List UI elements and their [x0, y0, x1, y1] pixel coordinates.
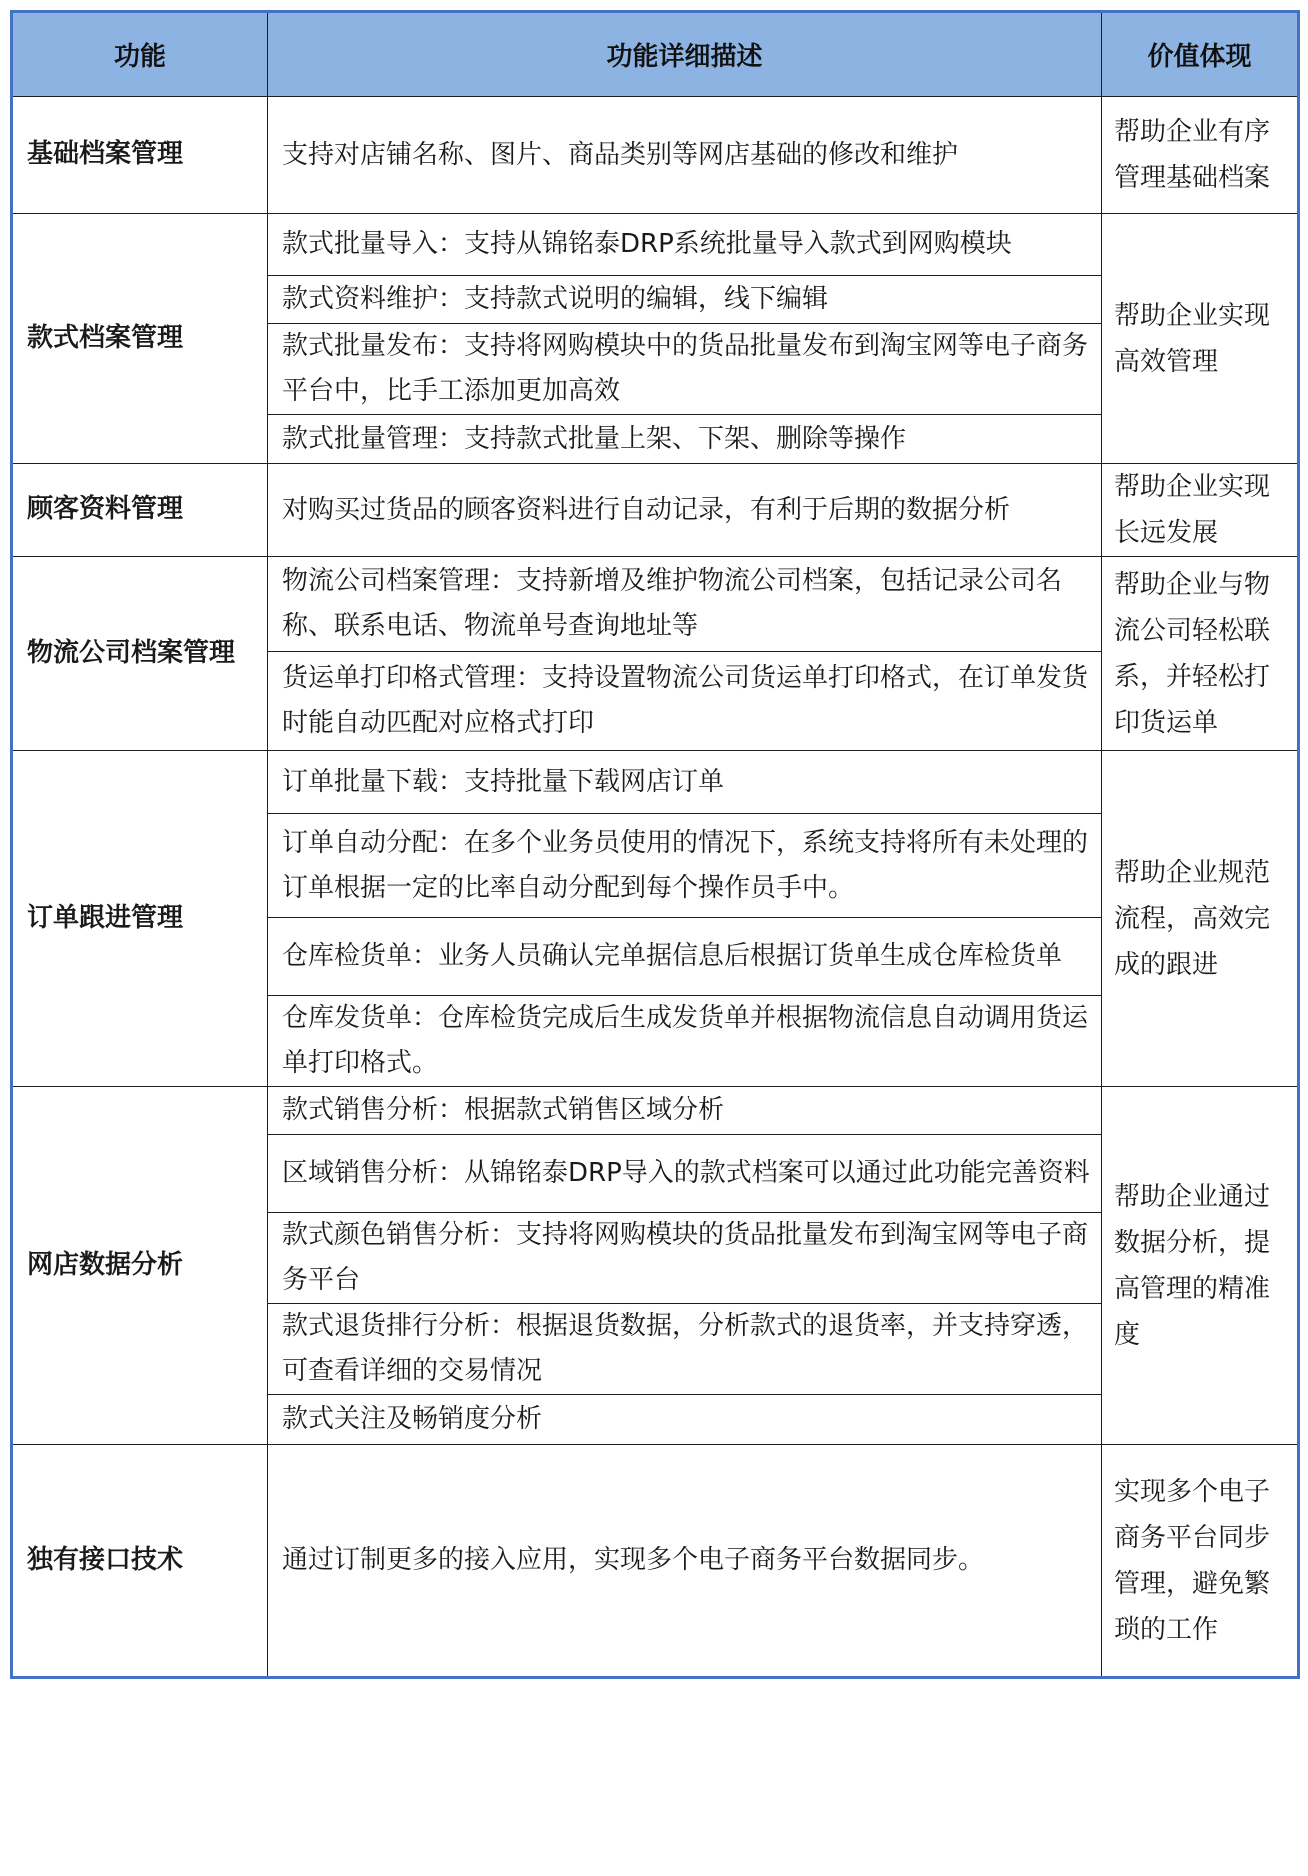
feature-detail: 货运单打印格式管理：支持设置物流公司货运单打印格式，在订单发货时能自动匹配对应格式打印	[268, 652, 1102, 751]
feature-detail: 款式批量发布：支持将网购模块中的货品批量发布到淘宝网等电子商务平台中，比手工添加更加高效	[268, 324, 1102, 415]
feature-value: 帮助企业有序管理基础档案	[1102, 97, 1299, 214]
feature-value: 帮助企业实现高效管理	[1102, 214, 1299, 464]
feature-name: 网店数据分析	[12, 1087, 268, 1445]
feature-detail: 款式销售分析：根据款式销售区域分析	[268, 1087, 1102, 1135]
feature-detail: 仓库发货单：仓库检货完成后生成发货单并根据物流信息自动调用货运单打印格式。	[268, 996, 1102, 1087]
feature-table-wrapper	[10, 10, 1300, 1679]
feature-name: 物流公司档案管理	[12, 557, 268, 751]
feature-detail: 支持对店铺名称、图片、商品类别等网店基础的修改和维护	[268, 97, 1102, 214]
feature-value: 帮助企业与物流公司轻松联系，并轻松打印货运单	[1102, 557, 1299, 751]
feature-detail: 订单自动分配：在多个业务员使用的情况下，系统支持将所有未处理的订单根据一定的比率自动分配到每个操作员手中。	[268, 814, 1102, 918]
table-row	[12, 214, 1299, 276]
feature-name: 顾客资料管理	[12, 464, 268, 557]
feature-name: 款式档案管理	[12, 214, 268, 464]
feature-detail: 通过订制更多的接入应用，实现多个电子商务平台数据同步。	[268, 1445, 1102, 1678]
column-header-feature: 功能	[12, 12, 268, 97]
table-row	[12, 557, 1299, 652]
feature-detail: 款式资料维护：支持款式说明的编辑，线下编辑	[268, 276, 1102, 324]
feature-value: 帮助企业实现长远发展	[1102, 464, 1299, 557]
feature-value: 帮助企业规范流程，高效完成的跟进	[1102, 751, 1299, 1087]
table-row	[12, 97, 1299, 214]
feature-name: 订单跟进管理	[12, 751, 268, 1087]
feature-name: 独有接口技术	[12, 1445, 268, 1678]
feature-detail: 款式关注及畅销度分析	[268, 1395, 1102, 1445]
column-header-value: 价值体现	[1102, 12, 1299, 97]
feature-detail: 物流公司档案管理：支持新增及维护物流公司档案，包括记录公司名称、联系电话、物流单号查询地址等	[268, 557, 1102, 652]
table-row	[12, 464, 1299, 557]
table-header-row	[12, 12, 1299, 97]
feature-detail: 款式退货排行分析：根据退货数据，分析款式的退货率，并支持穿透，可查看详细的交易情况	[268, 1304, 1102, 1395]
table-row	[12, 1445, 1299, 1678]
feature-detail: 对购买过货品的顾客资料进行自动记录，有利于后期的数据分析	[268, 464, 1102, 557]
feature-detail: 款式批量导入：支持从锦铭泰DRP系统批量导入款式到网购模块	[268, 214, 1102, 276]
feature-detail: 区域销售分析：从锦铭泰DRP导入的款式档案可以通过此功能完善资料	[268, 1135, 1102, 1213]
feature-name: 基础档案管理	[12, 97, 268, 214]
table-row	[12, 751, 1299, 814]
feature-value: 帮助企业通过数据分析，提高管理的精准度	[1102, 1087, 1299, 1445]
feature-detail: 款式批量管理：支持款式批量上架、下架、删除等操作	[268, 415, 1102, 464]
table-row	[12, 1087, 1299, 1135]
feature-detail: 仓库检货单：业务人员确认完单据信息后根据订货单生成仓库检货单	[268, 918, 1102, 996]
column-header-details: 功能详细描述	[268, 12, 1102, 97]
feature-detail: 款式颜色销售分析：支持将网购模块的货品批量发布到淘宝网等电子商务平台	[268, 1213, 1102, 1304]
feature-value: 实现多个电子商务平台同步管理，避免繁琐的工作	[1102, 1445, 1299, 1678]
feature-detail: 订单批量下载：支持批量下载网店订单	[268, 751, 1102, 814]
feature-table	[10, 10, 1300, 1679]
